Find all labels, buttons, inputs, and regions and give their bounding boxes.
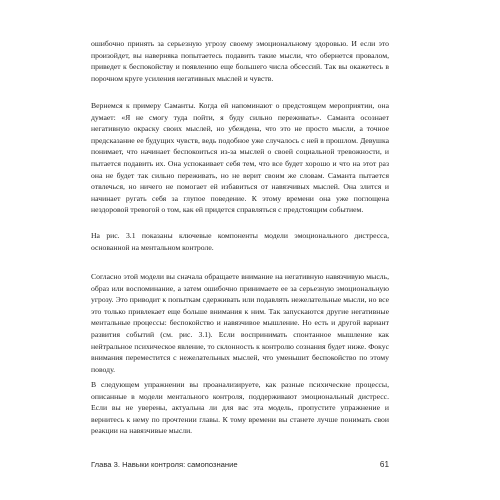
page-number: 61 — [379, 460, 389, 469]
paragraph-5: В следующем упражнении вы проанализируете, как разные психические процессы, описанные в модели ментального контроля, поддерживают эмоциональный дистресс. Если вы не уверены, актуальна ли для вас эта модель, пропустите упражнение и вернитесь к нему по прочтении главы. К тому времени вы станете лучше понимать свои реакции на навязчивые мысли. — [91, 380, 389, 436]
page-footer — [91, 460, 389, 469]
body-text — [91, 230, 389, 253]
paragraph-2: Вернемся к примеру Саманты. Когда ей напоминают о предстоящем мероприятии, она думает: «Я не смогу туда пойти, я буду сильно переживать». Саманта осознает негативную окраску своих мыслей, но убеждена, что это не просто мысли, а точное предсказание ее будущих чувств, ведь подобное уже случалось с ней в прошлом. Девушка понимает, что начинает беспокоиться из-за мыслей о своей социальной тревожности, и пытается подавить их. Она успокаивает себя тем, что все будет хорошо и что на этот раз она не будет так сильно переживать, но не верит своим же словам. Саманта пытается отвлечься, но ничего не помогает ей избавиться от навязчивых мыслей. Она злится и начинает ругать себя за глупое поведение. К этому времени она уже поглощена нездоровой тревогой о том, как ей придется справляться с предстоящим событием. — [91, 101, 389, 215]
body-text — [91, 379, 389, 437]
body-text — [91, 38, 389, 84]
paragraph-3: На рис. 3.1 показаны ключевые компоненты модели эмоционального дистресса, основанной на ментальном контроле. — [91, 231, 389, 252]
body-text — [91, 271, 389, 375]
paragraph-1: ошибочно принять за серьезную угрозу своему эмоциональному здоровью. И если это произойдет, вы наверняка попытаетесь подавить такие мысли, что обернется провалом, приведет к беспокойству и появлению еще большего числа обсессий. Так вы окажетесь в порочном круге усиления негативных мыслей и чувств. — [91, 39, 389, 83]
paragraph-4: Согласно этой модели вы сначала обращаете внимание на негативную навязчивую мысль, образ или воспоминание, а затем ошибочно принимаете ее за серьезную эмоциональную угрозу. Это приводит к попыткам сдерживать или подавлять нежелательные мысли, но все это только привлекает еще больше внимания к ним. Так запускаются другие негативные ментальные процессы: беспокойство и навязчивое мышление. Но есть и другой вариант развития событий (см. рис. 3.1). Если воспринимать спонтанное мышление как нейтральное психическое явление, то склонность к контролю сознания будет ниже. Фокус внимания переместится с нежелательных мыслей, что уменьшит беспокойство по этому поводу. — [91, 272, 389, 374]
running-footer-chapter: Глава 3. Навыки контроля: самопознание — [91, 460, 238, 469]
body-text — [91, 100, 389, 216]
